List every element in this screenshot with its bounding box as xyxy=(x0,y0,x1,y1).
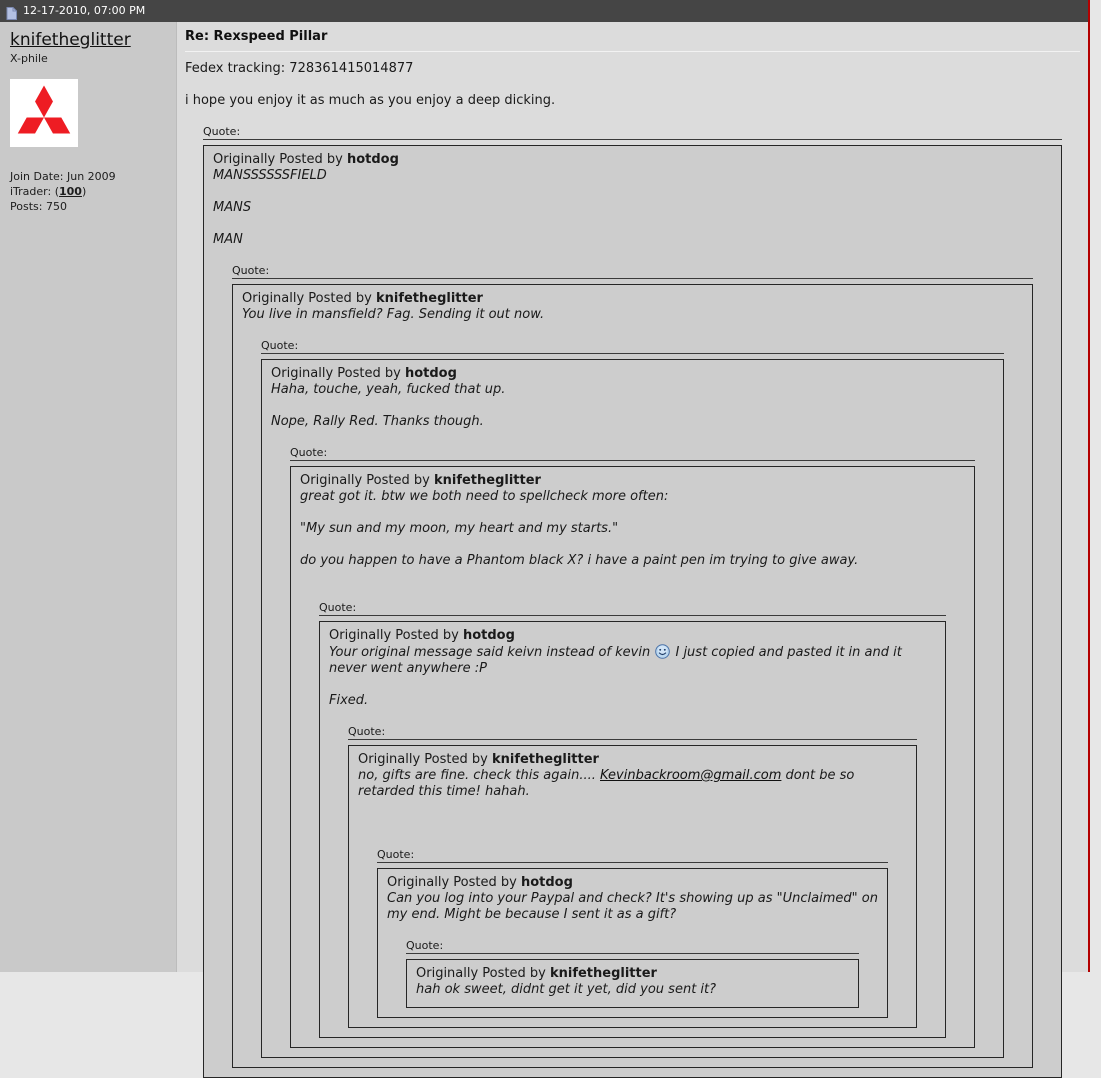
quote-block xyxy=(203,125,1062,1078)
quote-body-line xyxy=(300,537,965,553)
quote-block xyxy=(406,939,859,1008)
post-row xyxy=(0,22,1088,997)
quote-body xyxy=(300,489,965,585)
quote-body-line: MANSSSSSSFIELD xyxy=(213,168,327,183)
quote-label: Quote: xyxy=(232,264,1033,279)
quote-header xyxy=(416,966,849,982)
email-link[interactable]: Kevinbackroom@gmail.com xyxy=(600,768,782,783)
quote-header xyxy=(358,752,907,768)
quote-body xyxy=(416,982,849,998)
quote-header-prefix: Originally Posted by xyxy=(242,291,376,306)
quote-box xyxy=(348,745,917,1028)
quote-body-line xyxy=(300,505,965,521)
quote-header-prefix: Originally Posted by xyxy=(387,875,521,890)
itrader-count-link[interactable]: 100 xyxy=(59,185,82,198)
wink-smiley-icon xyxy=(655,644,670,659)
username-link[interactable]: knifetheglitter xyxy=(10,30,131,50)
quote-label: Quote: xyxy=(203,125,1062,140)
quote-body-line: You live in mansfield? Fag. Sending it out now. xyxy=(242,307,545,322)
quote-header xyxy=(213,152,1052,168)
quote-label: Quote: xyxy=(319,601,946,616)
quote-author: knifetheglitter xyxy=(491,752,599,767)
post-text-line: i hope you enjoy it as much as you enjoy a deep dicking. xyxy=(185,93,556,108)
quote-label: Quote: xyxy=(377,848,888,863)
quote-block xyxy=(290,446,975,1048)
quote-body-line xyxy=(358,800,907,816)
mitsubishi-logo-icon xyxy=(12,81,76,145)
quote-author: knifetheglitter xyxy=(433,473,541,488)
quote-body-line: "My sun and my moon, my heart and my starts." xyxy=(300,521,619,536)
join-date: Join Date: Jun 2009 xyxy=(10,170,116,183)
quote-body-line: MAN xyxy=(213,232,243,247)
post-timestamp: 12-17-2010, 07:00 PM xyxy=(23,4,146,17)
quote-header-prefix: Originally Posted by xyxy=(271,366,405,381)
quote-body-line: Can you log into your Paypal and check? It's showing up as "Unclaimed" on my end. Might be because I sent it as a gift? xyxy=(387,891,878,922)
quote-body-line xyxy=(329,677,936,693)
quote-box xyxy=(203,145,1062,1078)
quote-box xyxy=(290,466,975,1048)
quote-header-prefix: Originally Posted by xyxy=(329,628,463,643)
quote-box xyxy=(232,284,1033,1068)
quote-author: hotdog xyxy=(520,875,573,890)
quote-body-line: MANS xyxy=(213,200,252,215)
quote-label: Quote: xyxy=(290,446,975,461)
quote-body-line: do you happen to have a Phantom black X? i have a paint pen im trying to give away. xyxy=(300,553,859,568)
quote-box xyxy=(406,959,859,1008)
quote-body-line xyxy=(300,569,965,585)
user-info-panel xyxy=(0,22,177,972)
quote-body xyxy=(242,307,1023,323)
quote-body-line xyxy=(213,216,1052,232)
quote-body xyxy=(213,168,1052,248)
quote-header-prefix: Originally Posted by xyxy=(213,152,347,167)
quote-block xyxy=(261,339,1004,1058)
quote-author: hotdog xyxy=(462,628,515,643)
quote-body-line xyxy=(271,398,994,414)
quote-label: Quote: xyxy=(261,339,1004,354)
quote-body xyxy=(387,891,878,923)
post-text-line xyxy=(185,77,1080,93)
quote-box xyxy=(377,868,888,1018)
quote-body xyxy=(358,768,907,832)
quote-header-prefix: Originally Posted by xyxy=(416,966,550,981)
post-page-icon xyxy=(6,5,17,18)
title-divider xyxy=(185,51,1080,52)
quote-header xyxy=(387,875,878,891)
quote-body-line xyxy=(358,816,907,832)
quote-header xyxy=(271,366,994,382)
quote-body-line: no, gifts are fine. check this again.... Kevinbackroom@gmail.com dont be so retarded this time! hahah. xyxy=(358,768,855,799)
quote-label: Quote: xyxy=(348,725,917,740)
avatar xyxy=(10,79,78,147)
quote-header-prefix: Originally Posted by xyxy=(300,473,434,488)
quote-body-line: hah ok sweet, didnt get it yet, did you sent it? xyxy=(416,982,717,997)
quote-body-line: Nope, Rally Red. Thanks though. xyxy=(271,414,484,429)
post-count: Posts: 750 xyxy=(10,200,67,213)
quote-body xyxy=(271,382,994,430)
quote-body-line: Fixed. xyxy=(329,693,369,708)
post-content-area xyxy=(177,22,1088,997)
quote-box xyxy=(319,621,946,1038)
quote-header-prefix: Originally Posted by xyxy=(358,752,492,767)
quote-body-line: great got it. btw we both need to spellcheck more often: xyxy=(300,489,669,504)
quote-header xyxy=(300,473,965,489)
post-body xyxy=(185,61,1080,1078)
quote-block xyxy=(348,725,917,1028)
quote-label: Quote: xyxy=(406,939,859,954)
quote-block xyxy=(319,601,946,1038)
quote-box xyxy=(261,359,1004,1058)
itrader-line: iTrader: (100) xyxy=(10,185,87,198)
quote-body xyxy=(329,644,936,709)
quote-author: hotdog xyxy=(404,366,457,381)
quote-block xyxy=(377,848,888,1018)
quote-block xyxy=(232,264,1033,1068)
quote-body-line: Your original message said keivn instead of kevin I just copied and pasted it in and it never went anywhere :P xyxy=(329,645,902,676)
post-text-line: Fedex tracking: 728361415014877 xyxy=(185,61,414,76)
quote-author: knifetheglitter xyxy=(375,291,483,306)
user-stats xyxy=(10,169,170,214)
post-title: Re: Rexspeed Pillar xyxy=(185,29,328,44)
quote-body-line: Haha, touche, yeah, fucked that up. xyxy=(271,382,506,397)
quote-header xyxy=(329,628,936,644)
quote-author: hotdog xyxy=(346,152,399,167)
user-title: X-phile xyxy=(10,52,48,65)
quote-author: knifetheglitter xyxy=(549,966,657,981)
quote-body-line xyxy=(213,184,1052,200)
quote-header xyxy=(242,291,1023,307)
post-header-bar xyxy=(0,0,1088,22)
